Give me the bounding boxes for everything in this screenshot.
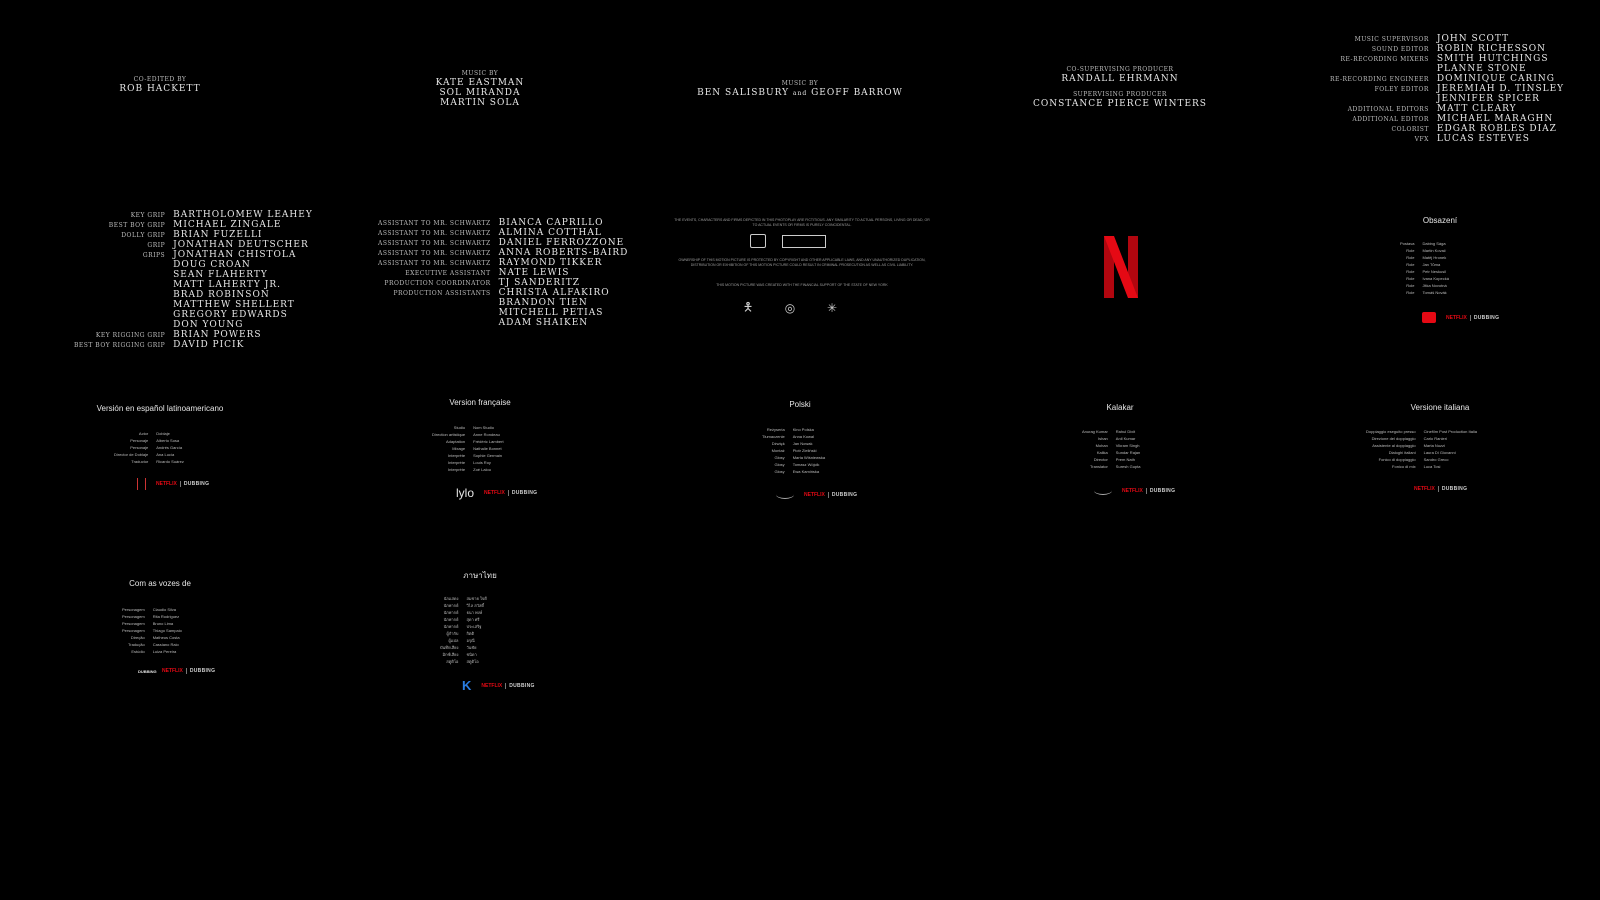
credit-role: นักพากย์ — [443, 624, 459, 629]
credit-role: MUSIC SUPERVISOR — [1354, 36, 1429, 43]
credit-role: Role — [1406, 276, 1415, 281]
credit-role: มิกซ์เสียง — [442, 652, 459, 657]
credit-name: Tomáš Novák — [1422, 290, 1447, 295]
credit-panel-3 — [650, 80, 950, 230]
credit-name: NATE LEWIS — [498, 268, 570, 278]
credit-role: Mohan — [1095, 443, 1108, 448]
credit-role: ADDITIONAL EDITOR — [1352, 116, 1429, 123]
credit-role: GRIPS — [142, 252, 166, 259]
credit-name: Petr Neskusil — [1422, 269, 1447, 274]
credit-name: Kino Polska — [792, 427, 814, 432]
credit-name: Tomasz Wójcik — [792, 462, 820, 467]
dub-footer — [776, 490, 857, 499]
credit-role: ผู้กำกับ — [446, 631, 459, 636]
credit-panel-6 — [74, 210, 313, 350]
dub-panel-title: Com as vozes de — [129, 579, 191, 588]
dub-panel-title: Version française — [449, 398, 511, 407]
studio-logo-icon — [137, 478, 146, 490]
credit-name: Luca Tosi — [1423, 464, 1441, 469]
credit-role: COLORIST — [1391, 126, 1429, 133]
netflix-wordmark: NETFLIX — [484, 490, 505, 496]
credit-name — [650, 88, 950, 99]
legal-foot: THIS MOTION PICTURE WAS CREATED WITH THE FINANCIAL SUPPORT OF THE STATE OF NEW YORK — [716, 283, 888, 287]
credit-role: Tradução — [127, 642, 145, 647]
credit-name: Carlo Ranieri — [1423, 436, 1447, 441]
credit-name: Anna Kowal — [792, 434, 815, 439]
studio-wordmark-icon — [782, 235, 826, 248]
dubbing-label: DUBBING — [1149, 487, 1176, 494]
credit-name: BARTHOLOMEW LEAHEY — [173, 210, 313, 220]
credit-name: ROB HACKETT — [119, 84, 201, 94]
credit-role: สตูดิโอ — [446, 659, 459, 664]
iatse-emblem-icon: ✳ — [826, 301, 838, 315]
credit-name: PLANNE STONE — [1436, 64, 1527, 74]
credit-name: Ewa Kamińska — [792, 469, 820, 474]
credit-name: Marta Wiśniewska — [792, 455, 826, 460]
credit-name: Andrés García — [156, 445, 183, 450]
credit-role: Postava — [1400, 241, 1415, 246]
credit-role: Assistente al doppiaggio — [1372, 443, 1416, 448]
dubbing-label: DUBBING — [511, 490, 538, 496]
netflix-wordmark: NETFLIX — [1414, 486, 1435, 492]
credit-role: KEY GRIP — [130, 212, 166, 219]
netflix-wordmark: NETFLIX — [156, 481, 177, 487]
credit-name: ANNA ROBERTS-BAIRD — [498, 248, 629, 258]
dub-panel-title: Versione italiana — [1410, 403, 1470, 412]
credit-name: CONSTANCE PIERCE WINTERS — [1033, 99, 1207, 109]
credit-name: SMITH HUTCHINGS — [1436, 54, 1549, 64]
credit-name: Doblaje — [156, 431, 170, 436]
credit-role: Tłumaczenie — [762, 434, 785, 439]
credit-role: ASSISTANT TO MR. SCHWARTZ — [378, 260, 491, 267]
credit-name: สุดา ศรี — [466, 617, 480, 622]
legal-disclaimer-top: THE EVENTS, CHARACTERS AND FIRMS DEPICTED IN THIS PHOTOPLAY ARE FICTITIOUS. ANY SIMILARITY TO ACTUAL PERSONS, LIVING OR DEAD, OR TO ACTUAL EVENTS OR FIRMS IS PURELY COINCIDENTAL. — [674, 218, 930, 227]
credit-name: Sundar Rajan — [1115, 450, 1141, 455]
credit-name: SOL MIRANDA — [439, 88, 521, 98]
credit-role: DOLLY GRIP — [121, 232, 166, 239]
dubbing-label: DUBBING — [1441, 486, 1468, 492]
credit-name: RAYMOND TIKKER — [498, 258, 603, 268]
credit-role: RE-RECORDING MIXERS — [1340, 56, 1429, 63]
credit-role: Personaje — [130, 438, 149, 443]
credit-name: JENNIFER SPICER — [1436, 94, 1540, 104]
dub-credits — [762, 426, 825, 475]
credit-name: Ana Lucía — [156, 452, 175, 457]
credit-name: Alberto Sosa — [156, 438, 180, 443]
credit-name: SEAN FLAHERTY — [173, 270, 268, 280]
studio-logo-icon — [776, 490, 794, 499]
credit-role: ASSISTANT TO MR. SCHWARTZ — [378, 230, 491, 237]
credit-role: Ishan — [1098, 436, 1108, 441]
credit-name: Rahul Dixit — [1115, 429, 1136, 434]
credit-name: Anil Kumar — [1115, 436, 1136, 441]
dub-footer — [1414, 486, 1467, 492]
credit-name: Suresh Gupta — [1115, 464, 1141, 469]
credit-name: JONATHAN DEUTSCHER — [173, 240, 309, 250]
studio-logo-icon — [1422, 312, 1436, 323]
credit-name: Frédéric Lambert — [473, 439, 504, 444]
netflix-dubbing-mark — [481, 683, 534, 689]
credit-name: DAVID PICIK — [173, 340, 245, 350]
teamsters-seal-icon: ◎ — [784, 301, 796, 315]
credit-name: Martin Kovač — [1422, 248, 1446, 253]
studio-logo-icon — [1094, 486, 1112, 495]
credit-role: SOUND EDITOR — [1371, 46, 1429, 53]
credit-role: Interprète — [448, 467, 466, 472]
credit-role: ผู้แปล — [448, 638, 459, 643]
credit-name: KATE EASTMAN — [435, 78, 525, 88]
credit-role: Reżyseria — [766, 427, 785, 432]
credit-name: Louis Roy — [473, 460, 491, 465]
credit-role: Role — [1406, 269, 1415, 274]
credit-name: Vikram Singh — [1115, 443, 1140, 448]
credit-name: GREGORY EDWARDS — [173, 310, 288, 320]
credit-name: Bruno Lima — [152, 621, 174, 626]
credit-name: LUCAS ESTEVES — [1436, 134, 1530, 144]
credit-name: BRANDON TIEN — [498, 298, 588, 308]
credit-role: ASSISTANT TO MR. SCHWARTZ — [378, 220, 491, 227]
credit-name: Prem Nath — [1115, 457, 1135, 462]
credit-name: ALMINA COTTHAL — [498, 228, 602, 238]
credit-role: ADDITIONAL EDITORS — [1347, 106, 1429, 113]
credit-name: ADAM SHAIKEN — [498, 318, 589, 328]
credit-role: ASSISTANT TO MR. SCHWARTZ — [378, 250, 491, 257]
credit-name: ประเสริฐ — [466, 624, 482, 629]
dub-footer — [1094, 486, 1175, 495]
credit-name: CHRISTA ALFAKIRO — [498, 288, 610, 298]
netflix-wordmark: NETFLIX — [162, 668, 183, 674]
credit-name: Anne Rondeau — [473, 432, 500, 437]
dubbing-label: DUBBING — [189, 668, 216, 674]
credit-name: Jan Nowak — [792, 441, 813, 446]
credit-name: BRIAN FUZELLI — [173, 230, 263, 240]
netflix-dubbing-mark — [1446, 315, 1499, 321]
credit-name: DANIEL FERROZZONE — [498, 238, 625, 248]
credit-name: Zoé Lalou — [473, 467, 491, 472]
dub-credits — [432, 424, 504, 473]
credit-name: MATT LAHERTY JR. — [173, 280, 281, 290]
dub-panel-title: Versión en español latinoamericano — [96, 404, 224, 413]
credit-name: Matheus Costa — [152, 635, 180, 640]
credit-name: วิไล สวัสดิ์ — [466, 603, 484, 608]
netflix-dubbing-mark — [156, 481, 209, 487]
credit-role: Role — [1406, 255, 1415, 260]
credit-name-right: GEOFF BARROW — [811, 88, 903, 98]
credit-role: Direction artistique — [432, 432, 466, 437]
legal-disclaimer-bottom: OWNERSHIP OF THIS MOTION PICTURE IS PROTECTED BY COPYRIGHT AND OTHER APPLICABLE LAWS, AND ANY UNAUTHORIZED DUPLICATION, DISTRIBUTION OR EXHIBITION OF THIS MOTION PICTURE COULD RESULT IN CRIMINAL PROSECUTION AS WELL AS CIVIL LIABILITY. — [678, 258, 926, 267]
credit-role: Montaż — [771, 448, 785, 453]
credit-role: Director de Doblaje — [114, 452, 149, 457]
credit-role: Role — [1406, 290, 1415, 295]
credit-name: BRIAN POWERS — [173, 330, 262, 340]
credit-name: DON YOUNG — [173, 320, 244, 330]
dub-panel-title: Obsazení — [1422, 216, 1458, 225]
credit-name: DOUG CROAN — [173, 260, 251, 270]
credit-name: Luiza Pereira — [152, 649, 177, 654]
dub-credits — [1082, 428, 1140, 470]
credit-role: Głosy — [774, 455, 785, 460]
credit-role: Kalika — [1096, 450, 1108, 455]
credit-role: Estúdio — [131, 649, 145, 654]
credit-role: KEY RIGGING GRIP — [95, 332, 166, 339]
credit-role: Głosy — [774, 469, 785, 474]
credit-panel-7 — [378, 218, 628, 328]
credit-name: MICHAEL ZINGALE — [173, 220, 282, 230]
netflix-dubbing-mark — [1122, 488, 1175, 494]
credit-role: BEST BOY RIGGING GRIP — [74, 342, 166, 349]
credit-role: RE-RECORDING ENGINEER — [1330, 76, 1429, 83]
studio-logos — [750, 234, 826, 248]
credit-name: Cinefilm Post Production Italia — [1423, 429, 1477, 434]
credit-name: TJ SANDERITZ — [498, 278, 581, 288]
credit-name: Cassiano Raio — [152, 642, 179, 647]
credit-name: EDGAR ROBLES DIAZ — [1436, 124, 1557, 134]
credit-name: Laura Di Giovanni — [1423, 450, 1456, 455]
credit-role: MUSIC BY — [461, 70, 499, 77]
credit-role: SUPERVISING PRODUCER — [1073, 91, 1167, 98]
credit-name: Jitka Novotná — [1422, 283, 1447, 288]
dub-footer — [462, 678, 535, 693]
dub-credits — [1400, 240, 1449, 296]
credit-name: MITCHELL PETIAS — [498, 308, 604, 318]
dub-footer — [138, 668, 215, 674]
credit-connector: and — [792, 90, 808, 97]
credit-panel-1 — [10, 76, 310, 226]
credit-name: สตูดิโอ — [466, 659, 479, 664]
credit-role: นักพากย์ — [443, 603, 459, 608]
credit-name: ROBIN RICHESSON — [1436, 44, 1547, 54]
credit-name: Nathalie Bonnet — [473, 446, 502, 451]
credit-role: นักแสดง — [443, 596, 459, 601]
dub-panel-title: Kalakar — [1106, 403, 1134, 412]
credit-name: MATTHEW SHELLERT — [173, 300, 295, 310]
credit-name: Ivana Kopecká — [1422, 276, 1449, 281]
credit-name: MARTIN SOLA — [440, 98, 520, 108]
credit-role: GRIP — [147, 242, 166, 249]
credit-role: Personagem — [122, 607, 145, 612]
credit-role: บันทึกเสียง — [440, 645, 459, 650]
credit-role: Role — [1406, 262, 1415, 267]
credit-name: Marta Nuzzi — [1423, 443, 1445, 448]
dub-footer — [456, 486, 537, 500]
credit-role: Personagem — [122, 614, 145, 619]
credit-role: Interprète — [448, 453, 466, 458]
netflix-dubbing-mark — [162, 668, 215, 674]
netflix-logo-icon — [1104, 236, 1138, 298]
dubbing-label: DUBBING — [183, 481, 210, 487]
netflix-wordmark: NETFLIX — [1446, 314, 1467, 321]
credit-role: Actor — [138, 431, 149, 436]
credit-name: JONATHAN CHISTOLA — [173, 250, 297, 260]
credit-role: Personagem — [122, 621, 145, 626]
netflix-dubbing-mark — [1414, 486, 1467, 492]
credit-name: Nom Studio — [473, 425, 495, 430]
credit-role: Fonico di doppiaggio — [1378, 457, 1416, 462]
credit-role: Traductor — [131, 459, 149, 464]
credit-role: Dźwięk — [771, 441, 785, 446]
credit-role: Doppiaggio eseguito presso — [1366, 429, 1416, 434]
dub-credits — [114, 430, 184, 465]
credit-name: Dabing Sága — [1422, 241, 1446, 246]
credit-name: JEREMIAH D. TINSLEY — [1436, 84, 1565, 94]
studio-logo: K — [462, 678, 472, 693]
credit-role: FOLEY EDITOR — [1374, 86, 1429, 93]
credit-role: Adaptation — [445, 439, 466, 444]
credit-name: ชนิดา — [466, 652, 477, 657]
credit-role: CO-EDITED BY — [133, 76, 187, 83]
credit-role: BEST BOY GRIP — [108, 222, 166, 229]
credit-role: Anurag Kumar — [1082, 429, 1108, 434]
netflix-wordmark: NETFLIX — [481, 682, 503, 689]
dub-credits — [1366, 428, 1477, 470]
credit-name: RANDALL EHRMANN — [1061, 74, 1179, 84]
credit-name: BRAD ROBINSON — [173, 290, 270, 300]
credit-name: MICHAEL MARAGHN — [1436, 114, 1554, 124]
dub-footer — [1422, 312, 1499, 323]
credit-role: MUSIC BY — [781, 80, 819, 87]
netflix-wordmark: NETFLIX — [804, 491, 825, 498]
studio-logo: DUBBING — [138, 668, 157, 674]
credit-role: Direção — [130, 635, 145, 640]
union-logos — [740, 300, 840, 316]
dub-panel-title: ภาษาไทย — [463, 571, 497, 580]
credit-name-left: BEN SALISBURY — [697, 88, 790, 98]
credit-role: Director — [1093, 457, 1108, 462]
dub-credits — [440, 595, 487, 665]
credit-name: กิตติ — [466, 631, 475, 636]
credit-panel-2 — [330, 70, 630, 220]
credit-name: Sandro Greco — [1423, 457, 1449, 462]
credit-role: Głosy — [774, 462, 785, 467]
credit-role: EXECUTIVE ASSISTANT — [405, 270, 491, 277]
dubbing-label: DUBBING — [831, 491, 858, 498]
credit-role: Fonico di mix — [1392, 464, 1416, 469]
credit-role: Personaje — [130, 445, 149, 450]
dubbing-label: DUBBING — [509, 682, 535, 689]
credit-role: CO-SUPERVISING PRODUCER — [1066, 66, 1174, 73]
credit-name: JOHN SCOTT — [1436, 34, 1510, 44]
credit-role: นักพากย์ — [443, 617, 459, 622]
credit-name: Matěj Hronek — [1422, 255, 1447, 260]
studio-logo: lylo — [456, 486, 475, 500]
credit-name: อรุณี — [466, 638, 475, 643]
dubbing-label: DUBBING — [1473, 314, 1500, 321]
credit-role: ASSISTANT TO MR. SCHWARTZ — [378, 240, 491, 247]
credit-name: Rita Rodriguez — [152, 614, 180, 619]
dub-credits — [122, 606, 182, 655]
credit-role: นักพากย์ — [443, 610, 459, 615]
dub-panel-title: Polski — [789, 400, 811, 409]
credit-name: Thiago Sampaio — [152, 628, 182, 633]
dub-footer — [137, 478, 209, 490]
credit-name: Ricardo Suárez — [156, 459, 184, 464]
credit-name: BIANCA CAPRILLO — [498, 218, 604, 228]
credit-name: Claudio Silva — [152, 607, 177, 612]
credit-role: Mixage — [452, 446, 466, 451]
credit-role: Dialoghi italiani — [1388, 450, 1416, 455]
credit-name: Jan Tůma — [1422, 262, 1441, 267]
netflix-dubbing-mark — [484, 490, 537, 496]
guild-figure-icon: 🯅 — [742, 299, 754, 314]
credit-panel-4 — [970, 66, 1270, 216]
credit-role: Personagem — [122, 628, 145, 633]
credit-role: PRODUCTION ASSISTANTS — [393, 290, 491, 297]
credit-name: Sophie Germain — [473, 453, 503, 458]
credit-role: Studio — [453, 425, 466, 430]
credit-role: PRODUCTION COORDINATOR — [384, 280, 491, 287]
camera-logo-icon — [750, 234, 766, 248]
credit-name: วันชัย — [466, 645, 477, 650]
credit-role: Translator — [1089, 464, 1108, 469]
netflix-wordmark: NETFLIX — [1122, 487, 1143, 494]
credit-role: VFX — [1414, 136, 1429, 143]
credit-panel-5 — [1330, 34, 1564, 144]
credit-name: ธนา พงษ์ — [466, 610, 483, 615]
credit-name: DOMINIQUE CARING — [1436, 74, 1555, 84]
credit-role: Role — [1406, 248, 1415, 253]
credit-role: Interprète — [448, 460, 466, 465]
credit-role: Role — [1406, 283, 1415, 288]
credit-name: MATT CLEARY — [1436, 104, 1517, 114]
credit-name: Piotr Zieliński — [792, 448, 817, 453]
netflix-dubbing-mark — [804, 492, 857, 498]
credit-name: สมชาย ใจดี — [466, 596, 487, 601]
credit-role: Direzione del doppiaggio — [1371, 436, 1416, 441]
